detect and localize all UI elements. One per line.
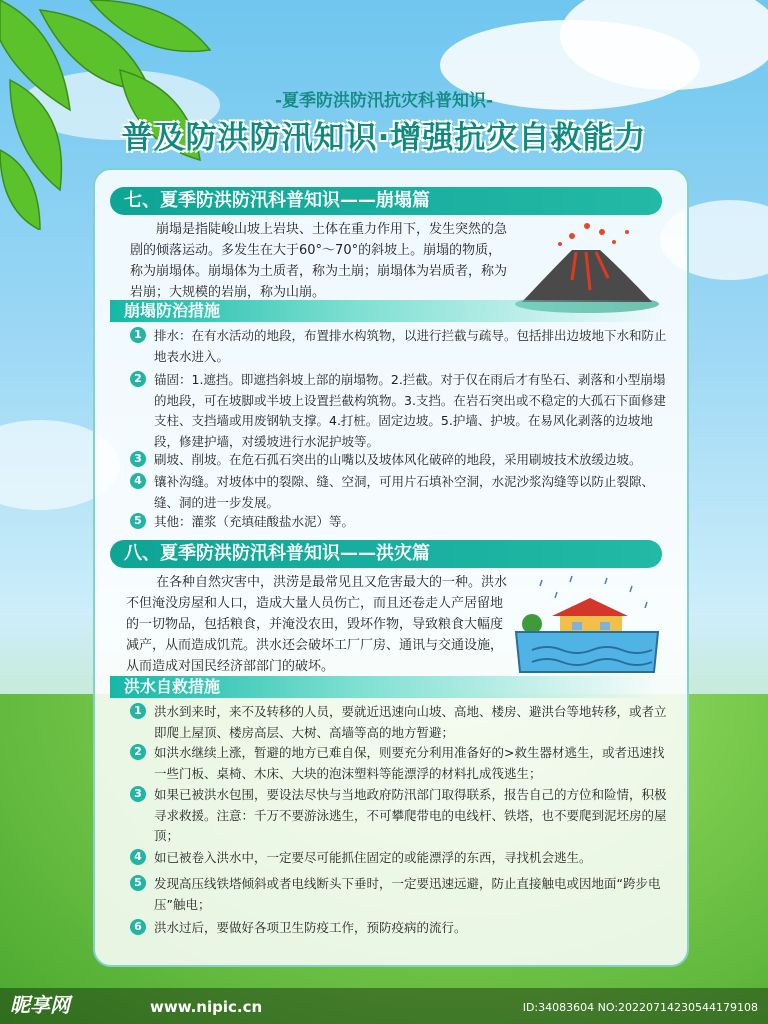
- list-item: [132, 370, 667, 452]
- section-title-collapse: 七、夏季防洪防汛科普知识——崩塌篇: [110, 187, 662, 215]
- list-item-text: 如洪水继续上涨，暂避的地方已难自保，则要充分利用准备好的>救生器材逃生，或者迅速找一些门板、桌椅、木床、大块的泡沫塑料等能漂浮的材料扎成筏逃生；: [154, 745, 665, 781]
- list-item: [132, 743, 667, 784]
- number-badge: 2: [130, 744, 146, 760]
- number-badge: 6: [130, 919, 146, 935]
- list-item: [132, 874, 667, 915]
- list-item: [132, 450, 667, 471]
- collapse-intro: 崩塌是指陡峻山坡上岩块、土体在重力作用下，发生突然的急剧的倾落运动。多发生在大于60°～70°的斜坡上。崩塌的物质，称为崩塌体。崩塌体为土质者，称为土崩；崩塌体为岩质者，称为岩崩；大规模的岩崩，称为山崩。: [130, 222, 508, 300]
- watermark-logo: 昵享网: [10, 993, 70, 1017]
- list-item: [132, 848, 667, 869]
- list-item: [132, 512, 667, 533]
- list-item-text: 锚固：1.遮挡。即遮挡斜坡上部的崩塌物。2.拦截。对于仅在雨后才有坠石、剥落和小型崩塌的地段，可在坡脚或半坡上设置拦截构筑物。3.支挡。在岩石突出或不稳定的大孤石下面修建支柱、支挡墙或用废钢轨支撑。4.打桩。固定边坡。5.护墙、护坡。在易风化剥落的边坡地段，修建护墙，对缓坡进行水泥护坡等。: [154, 372, 666, 449]
- flood-intro: 在各种自然灾害中，洪涝是最常见且又危害最大的一种。洪水不但淹没房屋和人口，造成大量人员伤亡，而且还卷走人产居留地的一切物品，包括粮食，并淹没农田，毁坏作物，导致粮食大幅度减产，从而造成饥荒。洪水还会破坏工厂厂房、通讯与交通设施，从而造成对国民经济部部门的破坏。: [126, 575, 508, 674]
- number-badge: 5: [130, 513, 146, 529]
- section-title-flood: 八、夏季防洪防汛科普知识——洪灾篇: [110, 540, 662, 568]
- list-item: [132, 702, 667, 743]
- number-badge: 4: [130, 473, 146, 489]
- list-item: [132, 326, 667, 367]
- number-badge: 5: [130, 875, 146, 891]
- list-item: [132, 472, 667, 513]
- number-badge: 4: [130, 849, 146, 865]
- list-item-text: 洪水到来时，来不及转移的人员，要就近迅速向山坡、高地、楼房、避洪台等地转移，或者立即爬上屋顶、楼房高层、大树、高墙等高的地方暂避；: [154, 704, 667, 740]
- list-item-text: 刷坡、削坡。在危石孤石突出的山嘴以及坡体风化破碎的地段，采用刷坡技术放缓边坡。: [154, 452, 642, 467]
- flood-measures-title: 洪水自救措施: [110, 676, 662, 698]
- list-item-text: 发现高压线铁塔倾斜或者电线断头下垂时，一定要迅速远避，防止直接触电或因地面“跨步电压”触电；: [154, 876, 661, 912]
- page-title: 普及防洪防汛知识·增强抗灾自救能力: [121, 120, 647, 156]
- list-item-text: 其他：灌浆（充填硅酸盐水泥）等。: [154, 514, 355, 529]
- list-item-text: 镶补沟缝。对坡体中的裂隙、缝、空洞，可用片石填补空洞，水泥沙浆沟缝等以防止裂隙、缝、洞的进一步发展。: [154, 474, 655, 510]
- list-item-text: 如已被卷入洪水中，一定要尽可能抓住固定的或能漂浮的东西，寻找机会逃生。: [154, 850, 592, 865]
- header-subtitle: -夏季防洪防汛抗灾科普知识-: [274, 91, 494, 111]
- number-badge: 3: [130, 451, 146, 467]
- collapse-measures-title: 崩塌防治措施: [110, 300, 662, 322]
- number-badge: 3: [130, 786, 146, 802]
- number-badge: 2: [130, 371, 146, 387]
- list-item-text: 如果已被洪水包围，要设法尽快与当地政府防汛部门取得联系，报告自己的方位和险情，积极寻求救援。注意：千万不要游泳逃生，不可攀爬带电的电线杆、铁塔，也不要爬到泥坯房的屋顶；: [154, 787, 667, 843]
- watermark-bar: [0, 988, 768, 1024]
- list-item: [132, 785, 667, 847]
- list-item-text: 洪水过后，要做好各项卫生防疫工作，预防疫病的流行。: [154, 920, 467, 935]
- list-item-text: 排水：在有水活动的地段，布置排水构筑物，以进行拦截与疏导。包括排出边坡地下水和防止地表水进入。: [154, 328, 667, 364]
- flood-house-illustration: [512, 572, 662, 677]
- watermark-url: www.nipic.cn: [150, 998, 263, 1016]
- number-badge: 1: [130, 703, 146, 719]
- watermark-id: ID:34083604 NO:20220714230544179108: [522, 1001, 758, 1014]
- list-item: [132, 918, 667, 939]
- number-badge: 1: [130, 327, 146, 343]
